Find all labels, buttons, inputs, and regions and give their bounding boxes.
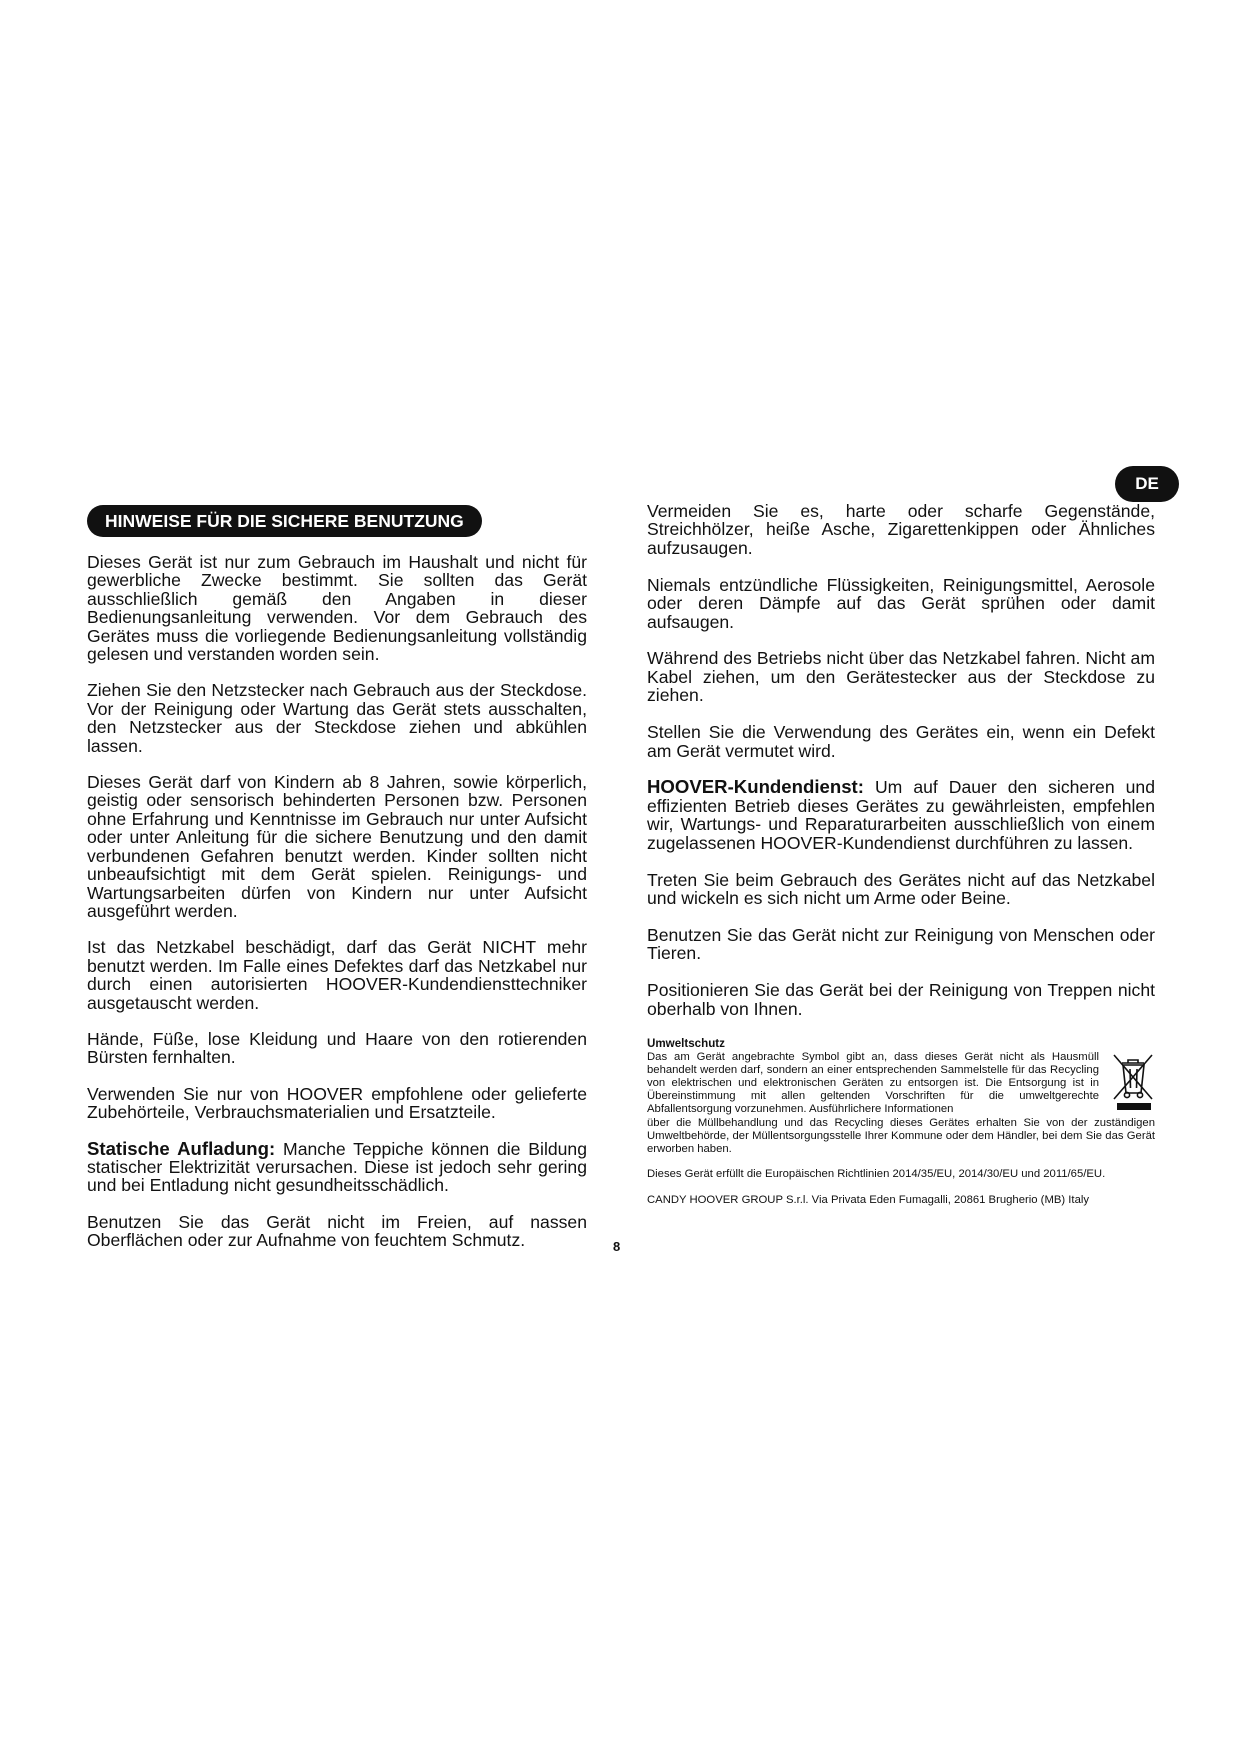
safety-paragraph: Ist das Netzkabel beschädigt, darf das Gerät NICHT mehr benutzt werden. Im Falle eines Defektes darf das Netzkabel nur durch einen autorisierten HOOVER-Kundendiensttechniker ausgetauscht werden. bbox=[87, 937, 587, 1013]
safety-paragraph: Positionieren Sie das Gerät bei der Reinigung von Treppen nicht oberhalb von Ihnen. bbox=[647, 980, 1155, 1019]
environment-text: Das am Gerät angebrachte Symbol gibt an, dass dieses Gerät nicht als Hausmüll behandelt werden darf, sondern an einer entsprechenden Sammelstelle für das Recycling von elektrischen und elektronischen Geräten zu entsorgen ist. Die Entsorgung ist in Übereinstimmung mit allen geltenden Vorschriften für die umweltgerechte Abfallentsorgung vorzunehmen. Ausführlichere Informationen bbox=[647, 1050, 1099, 1116]
safety-paragraph: Stellen Sie die Verwendung des Gerätes ein, wenn ein Defekt am Gerät vermutet wird. bbox=[647, 722, 1155, 761]
safety-paragraph: Dieses Gerät darf von Kindern ab 8 Jahren, sowie körperlich, geistig oder sensorisch behinderten Personen bzw. Personen ohne Erfahrung und Kenntnisse im Gebrauch nur unter Aufsicht oder unter Anleitung für die sichere Benutzung und den damit verbundenen Gefahren benutzt werden. Kinder sollten nicht unbeaufsichtigt mit dem Gerät spielen. Reinigungs- und Wartungsarbeiten dürfen von Kindern nur unter Aufsicht ausgeführt werden. bbox=[87, 772, 587, 921]
left-column bbox=[87, 505, 587, 1268]
safety-paragraph: Ziehen Sie den Netzstecker nach Gebrauch aus der Steckdose. Vor der Reinigung oder Wartung das Gerät stets ausschalten, den Netzstecker aus der Steckdose ziehen und abkühlen lassen. bbox=[87, 680, 587, 756]
language-badge: DE bbox=[1115, 466, 1179, 502]
environment-section bbox=[647, 1037, 1155, 1157]
section-title: HINWEISE FÜR DIE SICHERE BENUTZUNG bbox=[87, 505, 482, 537]
safety-paragraph: Niemals entzündliche Flüssigkeiten, Reinigungsmittel, Aerosole oder deren Dämpfe auf das Gerät sprühen oder damit aufsaugen. bbox=[647, 574, 1155, 632]
safety-paragraph: Treten Sie beim Gebrauch des Gerätes nicht auf das Netzkabel und wickeln es sich nicht um Arme oder Beine. bbox=[647, 869, 1155, 908]
environment-title: Umweltschutz bbox=[647, 1036, 725, 1050]
safety-paragraph: HOOVER-Kundendienst: Um auf Dauer den sicheren und effizienten Betrieb dieses Gerätes zu gewährleisten, empfehlen wir, Wartungs- und Reparaturarbeiten ausschließlich von einem zugelassenen HOOVER-Kundendienst durchführen zu lassen. bbox=[647, 776, 1155, 853]
safety-paragraph: Dieses Gerät ist nur zum Gebrauch im Haushalt und nicht für gewerbliche Zwecke bestimmt. Sie sollten das Gerät ausschließlich gemäß den Angaben in dieser Bedienungsanleitung verwenden. Vor dem Gebrauch des Gerätes muss die vorliegende Bedienungsanleitung vollständig gelesen und verstanden worden sein. bbox=[87, 552, 587, 665]
safety-paragraph: Benutzen Sie das Gerät nicht im Freien, auf nassen Oberflächen oder zur Aufnahme von feuchtem Schmutz. bbox=[87, 1211, 587, 1251]
safety-paragraph: Verwenden Sie nur von HOOVER empfohlene oder gelieferte Zubehörteile, Verbrauchsmaterialien und Ersatzteile. bbox=[87, 1083, 587, 1123]
safety-paragraph: Vermeiden Sie es, harte oder scharfe Gegenstände, Streichhölzer, heiße Asche, Zigarettenkippen oder Ähnliches aufzusaugen. bbox=[647, 501, 1155, 558]
safety-paragraph: Hände, Füße, lose Kleidung und Haare von den rotierenden Bürsten fernhalten. bbox=[87, 1028, 587, 1068]
environment-body bbox=[647, 1051, 1155, 1157]
environment-text-continued: über die Müllbehandlung und das Recycling dieses Gerätes erhalten Sie von der zuständigen Umweltbehörde, der Müllentsorgungsstelle Ihrer Kommune oder dem Händler, bei dem Sie das Gerät erworben haben. bbox=[647, 1116, 1155, 1155]
crossed-out-wheelie-bin-icon bbox=[1111, 1051, 1155, 1113]
compliance-note: Dieses Gerät erfüllt die Europäischen Richtlinien 2014/35/EU, 2014/30/EU und 2011/65/EU. bbox=[647, 1168, 1106, 1181]
safety-paragraph: Während des Betriebs nicht über das Netzkabel fahren. Nicht am Kabel ziehen, um den Gerätestecker aus der Steckdose zu ziehen. bbox=[647, 648, 1155, 706]
manufacturer-address: CANDY HOOVER GROUP S.r.l. Via Privata Eden Fumagalli, 20861 Brugherio (MB) Italy bbox=[647, 1194, 1090, 1207]
safety-paragraph: Statische Aufladung: Manche Teppiche können die Bildung statischer Elektrizität verursachen. Diese ist jedoch sehr gering und bei Entladung nicht gesundheitsschädlich. bbox=[87, 1137, 588, 1196]
page-number: 8 bbox=[613, 1239, 621, 1254]
safety-paragraph: Benutzen Sie das Gerät nicht zur Reinigung von Menschen oder Tieren. bbox=[647, 924, 1155, 964]
right-column bbox=[647, 502, 1155, 1208]
